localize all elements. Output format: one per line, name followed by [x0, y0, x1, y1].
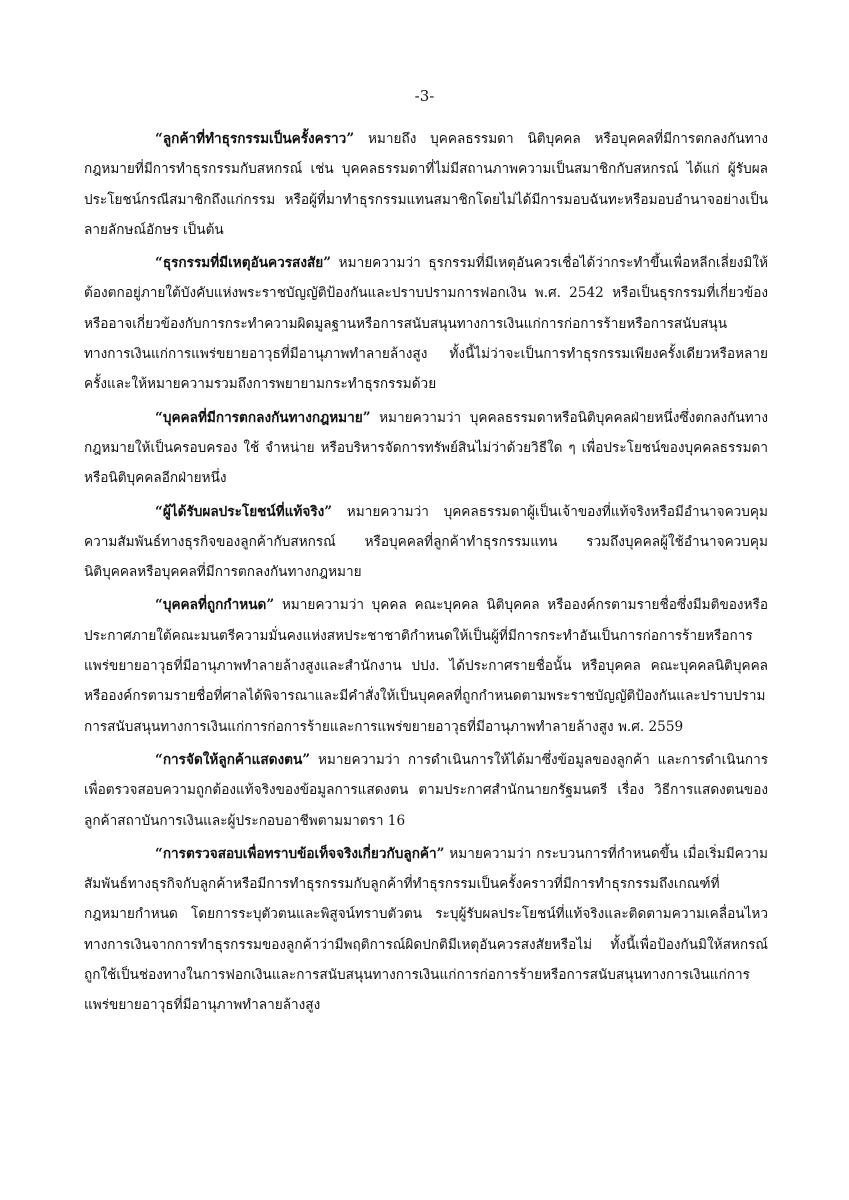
- definition-text: หมายความว่า บุคคลธรรมดาผู้เป็นเจ้าของที่แท้จริงหรือมีอำนาจควบคุมความสัมพันธ์ทางธุรกิจของลูกค้ากับสหกรณ์ หรือบุคคลที่ลูกค้าทำธุรกรรมแทน รวมถึงบุคคลผู้ใช้อำนาจควบคุมนิติบุคคลหรือบุคคลที่มีการตกลงกันทางกฎหมาย: [84, 503, 768, 581]
- definition-term: “การจัดให้ลูกค้าแสดงตน”: [155, 751, 311, 768]
- definition-text: หมายความว่า การดำเนินการให้ได้มาซึ่งข้อมูลของลูกค้า และการดำเนินการเพื่อตรวจสอบความถูกต้องแท้จริงของข้อมูลการแสดงตน ตามประกาศสำนักนายกรัฐมนตรี เรื่อง วิธีการแสดงตนของลูกค้าสถาบันการเงินและผู้ประกอบอาชีพตามมาตรา 16: [84, 751, 768, 829]
- definition-term: “บุคคลที่มีการตกลงกันทางกฎหมาย”: [155, 409, 371, 426]
- definition-term: “ผู้ได้รับผลประโยชน์ที่แท้จริง”: [155, 503, 333, 520]
- definition-legal-arrangement: [84, 403, 768, 494]
- definition-term: “บุคคลที่ถูกกำหนด”: [155, 597, 275, 614]
- definition-occasional-customer: [84, 124, 768, 245]
- definition-text: หมายความว่า กระบวนการที่กำหนดขึ้น เมื่อเริ่มมีความสัมพันธ์ทางธุรกิจกับลูกค้าหรือมีการทำธุรกรรมกับลูกค้าที่ทำธุรกรรมเป็นครั้งคราวที่มีการทำธุรกรรมถึงเกณฑ์ที่กฎหมายกำหนด โดยการระบุตัวตนและพิสูจน์ทราบตัวตน ระบุผู้รับผลประโยชน์ที่แท้จริงและติดตามความเคลื่อนไหวทางการเงินจากการทำธุรกรรมของลูกค้าว่ามีพฤติการณ์ผิดปกติมีเหตุอันควรสงสัยหรือไม่ ทั้งนี้เพื่อป้องกันมิให้สหกรณ์ถูกใช้เป็นช่องทางในการฟอกเงินและการสนับสนุนทางการเงินแก่การก่อการร้ายหรือการสนับสนุนทางการเงินแก่การแพร่ขยายอาวุธที่มีอานุภาพทำลายล้างสูง: [84, 845, 768, 1014]
- definition-customer-due-diligence: [84, 839, 768, 1021]
- definition-text: หมายความว่า ธุรกรรมที่มีเหตุอันควรเชื่อได้ว่ากระทำขึ้นเพื่อหลีกเลี่ยงมิให้ต้องตกอยู่ภายใต้บังคับแห่งพระราชบัญญัติป้องกันและปราบปรามการฟอกเงิน พ.ศ. 2542 หรือเป็นธุรกรรมที่เกี่ยวข้องหรืออาจเกี่ยวข้องกับการกระทำความผิดมูลฐานหรือการสนับสนุนทางการเงินแก่การก่อการร้ายหรือการสนับสนุนทางการเงินแก่การแพร่ขยายอาวุธที่มีอานุภาพทำลายล้างสูง ทั้งนี้ไม่ว่าจะเป็นการทำธุรกรรมเพียงครั้งเดียวหรือหลายครั้งและให้หมายความรวมถึงการพยายามกระทำธุรกรรมด้วย: [84, 255, 768, 393]
- definition-beneficial-owner: [84, 497, 768, 588]
- definition-term: “ธุรกรรมที่มีเหตุอันควรสงสัย”: [155, 255, 332, 272]
- page-number: -3-: [414, 87, 435, 105]
- definition-designated-person: [84, 590, 768, 741]
- definition-text: หมายความว่า บุคคลธรรมดาหรือนิติบุคคลฝ่ายหนึ่งซึ่งตกลงกันทางกฎหมายให้เป็นครอบครอง ใช้ จำหน่าย หรือบริหารจัดการทรัพย์สินไม่ว่าด้วยวิธีใด ๆ เพื่อประโยชน์ของบุคคลธรรมดาหรือนิติบุคคลอีกฝ่ายหนึ่ง: [84, 409, 768, 487]
- definition-suspicious-transaction: [84, 248, 768, 399]
- document-body: [84, 124, 768, 1021]
- definition-term: “ลูกค้าที่ทำธุรกรรมเป็นครั้งคราว”: [155, 131, 355, 147]
- definition-text: หมายถึง บุคคลธรรมดา นิติบุคคล หรือบุคคลที่มีการตกลงกันทางกฎหมายที่มีการทำธุรกรรมกับสหกรณ์ เช่น บุคคลธรรมดาที่ไม่มีสถานภาพความเป็นสมาชิกกับสหกรณ์ ได้แก่ ผู้รับผลประโยชน์กรณีสมาชิกถึงแก่กรรม หรือผู้ที่มาทำธุรกรรมแทนสมาชิกโดยไม่ได้มีการมอบฉันทะหรือมอบอำนาจอย่างเป็นลายลักษณ์อักษร เป็นต้น: [84, 131, 768, 238]
- definition-text: หมายความว่า บุคคล คณะบุคคล นิติบุคคล หรือองค์กรตามรายชื่อซึ่งมีมติของหรือประกาศภายใต้คณะมนตรีความมั่นคงแห่งสหประชาชาติกำหนดให้เป็นผู้ที่มีการกระทำอันเป็นการก่อการร้ายหรือการแพร่ขยายอาวุธที่มีอานุภาพทำลายล้างสูงและสำนักงาน ปปง. ได้ประกาศรายชื่อนั้น หรือบุคคล คณะบุคคลนิติบุคคล หรือองค์กรตามรายชื่อที่ศาลได้พิจารณาและมีคำสั่งให้เป็นบุคคลที่ถูกกำหนดตามพระราชบัญญัติป้องกันและปราบปรามการสนับสนุนทางการเงินแก่การก่อการร้ายและการแพร่ขยายอาวุธที่มีอานุภาพทำลายล้างสูง พ.ศ. 2559: [84, 597, 768, 735]
- definition-term: “การตรวจสอบเพื่อทราบข้อเท็จจริงเกี่ยวกับลูกค้า”: [155, 845, 445, 862]
- definition-customer-identification: [84, 745, 768, 836]
